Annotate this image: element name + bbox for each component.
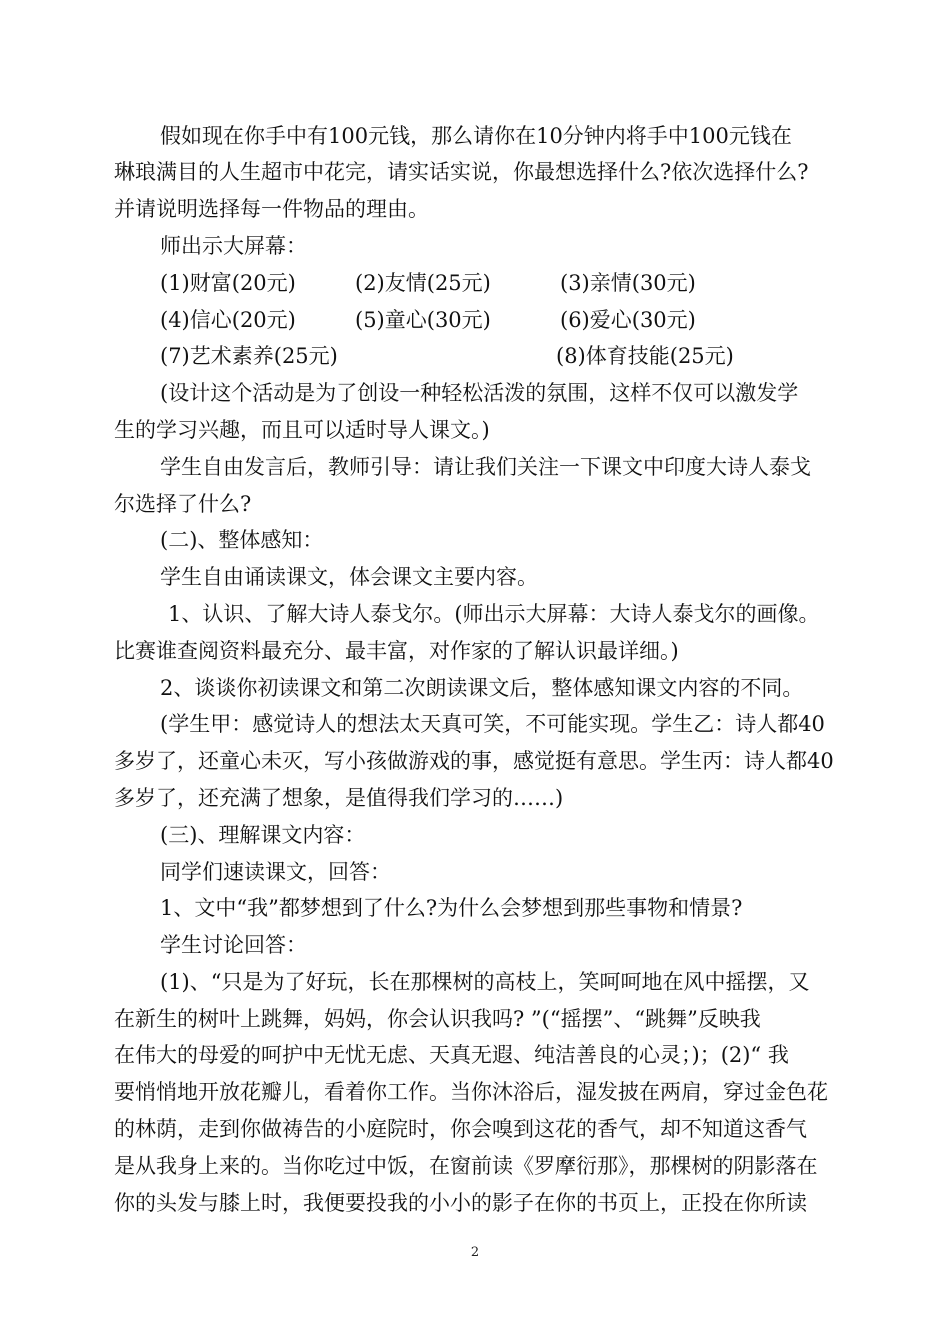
list-item: (1)财富(20元) bbox=[160, 271, 296, 295]
paragraph-line: 多岁了，还充满了想象，是值得我们学习的……) bbox=[114, 786, 564, 810]
list-item: (6)爱心(30元) bbox=[560, 308, 696, 332]
paragraph-line: 学生讨论回答： bbox=[160, 933, 307, 957]
paragraph-line: (学生甲：感觉诗人的想法太天真可笑，不可能实现。学生乙：诗人都40 bbox=[160, 712, 825, 736]
paragraph-line: 比赛谁查阅资料最充分、最丰富，对作家的了解认识最详细。) bbox=[114, 639, 679, 663]
paragraph-line: 学生自由发言后，教师引导：请让我们关注一下课文中印度大诗人泰戈 bbox=[160, 455, 811, 479]
paragraph-line: 多岁了，还童心未灭，写小孩做游戏的事，感觉挺有意思。学生丙：诗人都40 bbox=[114, 749, 834, 773]
paragraph-line: 生的学习兴趣，而且可以适时导人课文。) bbox=[114, 418, 490, 442]
paragraph-line: 在伟大的母爱的呵护中无忧无虑、天真无遐、纯洁善良的心灵；)；(2)“ 我 bbox=[114, 1043, 789, 1067]
list-item: (4)信心(20元) bbox=[160, 308, 296, 332]
list-item: (5)童心(30元) bbox=[355, 308, 491, 332]
paragraph-line: 的林荫，走到你做祷告的小庭院时，你会嗅到这花的香气，却不知道这香气 bbox=[114, 1117, 807, 1141]
paragraph-line: 尔选择了什么? bbox=[114, 492, 252, 516]
list-item: (7)艺术素养(25元) bbox=[160, 344, 338, 368]
paragraph-line: 你的头发与膝上时，我便要投我的小小的影子在你的书页上，正投在你所读 bbox=[114, 1191, 807, 1215]
section-heading: (二)、整体感知： bbox=[160, 528, 324, 552]
list-item: (2)友情(25元) bbox=[355, 271, 491, 295]
paragraph-line: 2、谈谈你初读课文和第二次朗读课文后，整体感知课文内容的不同。 bbox=[160, 676, 804, 700]
paragraph-line: 并请说明选择每一件物品的理由。 bbox=[114, 197, 429, 221]
paragraph-line: 琳琅满目的人生超市中花完，请实话实说，你最想选择什么?依次选择什么? bbox=[114, 160, 809, 184]
paragraph-line: 学生自由诵读课文，体会课文主要内容。 bbox=[160, 565, 538, 589]
paragraph-line: (1)、“只是为了好玩，长在那棵树的高枝上，笑呵呵地在风中摇摆，又 bbox=[160, 970, 810, 994]
paragraph-line: 在新生的树叶上跳舞，妈妈，你会认识我吗? ”(“摇摆”、“跳舞”反映我 bbox=[114, 1007, 761, 1031]
paragraph-line: 假如现在你手中有100元钱，那么请你在10分钟内将手中100元钱在 bbox=[160, 124, 792, 148]
paragraph-line: 同学们速读课文，回答： bbox=[160, 860, 391, 884]
paragraph-line: 1、认识、了解大诗人泰戈尔。(师出示大屏幕：大诗人泰戈尔的画像。 bbox=[168, 602, 820, 626]
list-item: (8)体育技能(25元) bbox=[556, 344, 734, 368]
section-heading: (三)、理解课文内容： bbox=[160, 823, 366, 847]
list-item: (3)亲情(30元) bbox=[560, 271, 696, 295]
paragraph-line: 师出示大屏幕： bbox=[160, 234, 307, 258]
paragraph-line: (设计这个活动是为了创设一种轻松活泼的氛围，这样不仅可以激发学 bbox=[160, 381, 799, 405]
page-number: 2 bbox=[470, 1245, 480, 1260]
paragraph-line: 1、文中“我”都梦想到了什么?为什么会梦想到那些事物和情景? bbox=[160, 896, 743, 920]
paragraph-line: 是从我身上来的。当你吃过中饭，在窗前读《罗摩衍那》，那棵树的阴影落在 bbox=[114, 1154, 818, 1178]
paragraph-line: 要悄悄地开放花瓣儿，看着你工作。当你沐浴后，湿发披在两肩，穿过金色花 bbox=[114, 1080, 828, 1104]
